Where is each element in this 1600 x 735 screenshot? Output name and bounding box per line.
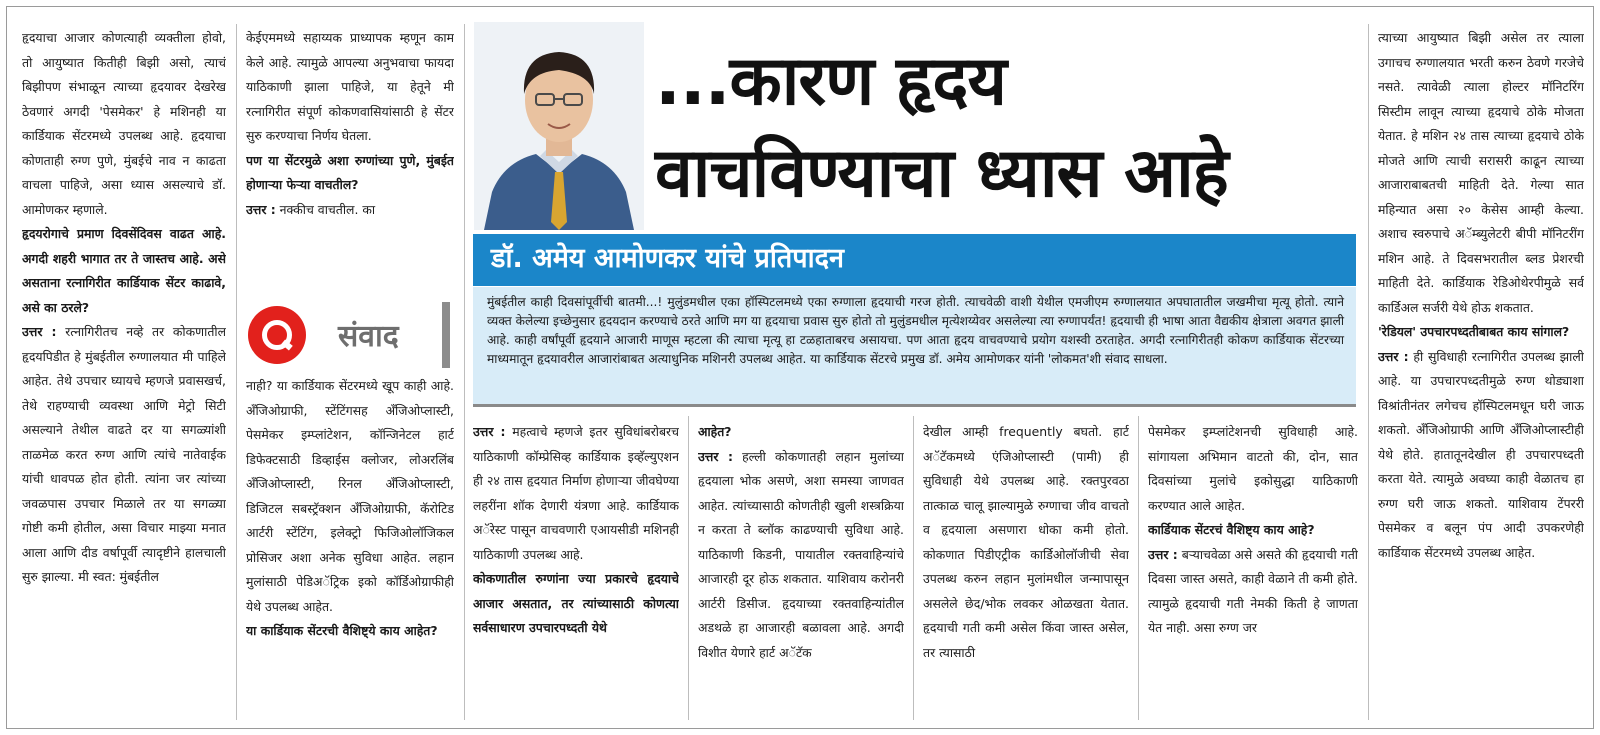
answer-text: रत्नागिरीतच नव्हे तर कोकणातील हृदयपिडीत हे मुंबईतील रुग्णालयात मी पाहिले आहेत. तेथे उपचार घ्यायचे म्हणजे प्रवासखर्च, तेथे राहण्याची व्यवस्था आणि मेट्रो सिटी असल्याने तेथील वाढते दर या सगळ्यांशी ताळमेळ करत रुग्ण आणि त्यांचे नातेवाईक यांची धावपळ होत होती. त्यांना जर त्यांच्या जवळपास उपचार मिळाले तर या सगळ्या गोष्टी कमी होतील, असा विचार माझ्या मनात आला आणि दीड वर्षापूर्वी त्यादृष्टीने हालचाली सुरु झाल्या. मी स्वत: मुंबईतील [22, 324, 226, 584]
answer-label: उत्तर : [22, 324, 57, 339]
column-divider [1368, 24, 1369, 720]
article-column-6 [1148, 420, 1358, 720]
column-divider [913, 416, 914, 720]
answer-paragraph [473, 420, 679, 567]
answer-paragraph [22, 320, 226, 590]
article-column-3 [473, 420, 679, 720]
answer-label: उत्तर : [698, 448, 733, 464]
samvad-label: संवाद [338, 319, 399, 354]
body-paragraph: त्याच्या आयुष्यात बिझी असेल तर त्याला उगाचच रुग्णालयात भरती करुन ठेवणे गरजेचे नसते. त्यावेळी त्याला होल्टर मॉनिटरिंग सिस्टीम लावून त्याच्या हृदयाचे ठोके मोजता येतात. हे मशिन २४ तास त्याच्या हृदयाचे ठोके मोजते आणि त्याची सरासरी काढून त्याच्या आजाराबाबतची माहिती देते. गेल्या सात महिन्यात असा २० केसेस आम्ही केल्या. अशाच स्वरुपाचे अॅम्ब्युलेटरी बीपी मॉनिटरींग मशिन आहे. ते दिवसभरातील ब्लड प्रेशरची माहिती देते. कार्डियाक रेडिओथेरपीमुळे सर्व कार्डिअल सर्जरी येथे होऊ शकतात. [1378, 30, 1584, 315]
answer-text: ही सुविधाही रत्नागिरीत उपलब्ध झाली आहे. या उपचारपध्दतीमुळे रुग्ण थोड्याशा विश्रांतीनंतर लगेचच हॉस्पिटलमधून घरी जाऊ शकतो. अँजिओग्राफी आणि अँजिओप्लास्टीही येथे होते. हातातूनदेखील ही उपचारपध्दती करता येते. त्यामुळे अवघ्या काही वेळातच हा रुग्ण घरी जाऊ शकतो. याशिवाय टेंपररी पेसमेकर व बलून पंप आदी उपकरणेही कार्डियाक सेंटरमध्ये उपलब्ध आहेत. [1378, 348, 1584, 560]
answer-text: नक्कीच वाचतील. का [275, 201, 376, 217]
question-text: हृदयरोगाचे प्रमाण दिवसेंदिवस वाढत आहे. अगदी शहरी भागात तर ते जास्तच आहे. असे असताना रत्नागिरीत कार्डियाक सेंटर काढावे, असे का ठरले? [22, 226, 226, 315]
doctor-portrait [474, 22, 644, 230]
answer-paragraph [698, 445, 904, 666]
answer-paragraph [1378, 345, 1584, 566]
question-text: आहेत? [698, 424, 732, 439]
intro-box: मुंबईतील काही दिवसांपूर्वीची बातमी...! मुलुंडमधील एका हॉस्पिटलमध्ये एका रुग्णाला हृदयाची गरज होती. त्याचवेळी वाशी येथील एमजीएम रुग्णालयात अपघातातील जखमीचा मृत्यू होतो. त्याने व्यक्त केलेल्या इच्छेनुसार हृदयदान करण्याचे ठरते आणि मग या हृदयाचा प्रवास सुरु होतो तो मुलुंडमधील मृत्येशय्येवर असलेल्या त्या रुग्णापर्यंत! हृदयाची ही भाषा आता वैद्यकीय क्षेत्राला अवगत झाली आहे. काही वर्षांपूर्वी हृदयाने आजारी माणूस म्हटला की त्याचा मृत्यू हा टळहाताबरच असायचा. पण आता हृदय वाचवण्याचे प्रयोग यशस्वी ठरताहेत. अगदी रत्नागिरीतही कोकण कार्डियाक सेंटरच्या माध्यमातून हृदयावरील आजारांबाबत अत्याधुनिक मशिनरी उपलब्ध आहेत. या कार्डियाक सेंटरचे प्रमुख डॉ. अमेय आमोणकर यांनी 'लोकमत'शी संवाद साधला. [473, 287, 1356, 407]
answer-text: महत्वाचे म्हणजे इतर सुविधांबरोबरच याठिकाणी कॉम्प्रेसिव्ह कार्डियाक इव्हॅल्युएशन ही २४ तास हृदयात निर्माण होणाऱ्या जीवघेण्या लहरींना शॉक देणारी यंत्रणा आहे. कार्डियाक अॅरेस्ट पासून वाचवणारी एआयसीडी मशिनही याठिकाणी उपलब्ध आहे. [473, 424, 679, 562]
body-paragraph: हृदयाचा आजार कोणत्याही व्यक्तीला होवो, तो आयुष्यात कितीही बिझी असो, त्याचं बिझीपण संभाळून त्याच्या हृदयावर देखरेख ठेवणारं अगदी 'पेसमेकर' हे मशिनही या कार्डियाक सेंटरमध्ये उपलब्ध आहे. हृदयाचा कोणताही रुग्ण पुणे, मुंबईचे नाव न काढता वाचला पाहिजे, असा ध्यास असल्याचे डॉ. आमोणकर म्हणाले. [22, 30, 226, 217]
question-text: या कार्डियाक सेंटरची वैशिष्ट्ये काय आहेत? [246, 623, 438, 638]
samvad-badge [246, 302, 454, 372]
question-text: 'रेडियल' उपचारपध्दतीबाबत काय सांगाल? [1378, 324, 1570, 339]
body-paragraph: देखील आम्ही frequently बघतो. हार्ट अॅटॅकमध्ये एंजिओप्लास्टी (पामी) ही सुविधाही येथे उपलब्ध आहे. रक्तपुरवठा तात्काळ चालू झाल्यामुळे रुग्णाचा जीव वाचतो व हृदयाला असणारा धोका कमी होतो. कोकणात पिडीएट्रीक कार्डिओलॉजीची सेवा उपलब्ध करुन लहान मुलांमधील जन्मापासून असलेले छेद/भोक लवकर ओळखता येतात. हृदयाची गती कमी असेल किंवा जास्त असेल, तर त्यासाठी [923, 424, 1129, 660]
answer-text: हल्ली कोकणातही लहान मुलांच्या हृदयाला भोक असणे, अशा समस्या जाणवत आहेत. त्यांच्यासाठी कोणतीही खुली शस्त्रक्रिया न करता ते ब्लॉक काढण्याची सुविधा आहे. याठिकाणी किडनी, पायातील रक्तवाहिन्यांचे आजारही दूर होऊ शकतात. याशिवाय करोनरी आर्टरी डिसीज. हृदयाच्या रक्तवाहिन्यांतील अडथळे हा आजारही बळावला आहे. अगदी विशीत येणारे हार्ट अॅटॅक [698, 448, 904, 660]
column-divider [236, 24, 237, 720]
answer-label: उत्तर : [246, 201, 276, 217]
answer-paragraph [246, 198, 454, 223]
headline-line-2: वाचविण्याचा ध्यास आहे [655, 134, 1228, 213]
question-text: कोकणातील रुग्णांना ज्या प्रकारचे हृदयाचे आजार असतात, तर त्यांच्यासाठी कोणत्या सर्वसाधारण उपचारपध्दती येथे [473, 571, 679, 635]
article-column-1 [22, 26, 226, 718]
portrait-illustration [474, 22, 644, 230]
question-text: कार्डियाक सेंटरचं वैशिष्ट्य काय आहे? [1148, 522, 1315, 537]
body-paragraph: केईएममध्ये सहाय्यक प्राध्यापक म्हणून काम केले आहे. त्यामुळे आपल्या अनुभवाचा फायदा याठिकाणी झाला पाहिजे, या हेतूने मी रत्नागिरीत संपूर्ण कोकणवासियांसाठी हे सेंटर सुरु करण्याचा निर्णय घेतला. [246, 30, 454, 143]
body-paragraph: पेसमेकर इम्प्लांटेशनची सुविधाही आहे. सांगायला अभिमान वाटतो की, दोन, सात दिवसांच्या मुलांचे इकोसुद्धा याठिकाणी करण्यात आले आहेत. [1148, 424, 1358, 513]
question-text: पण या सेंटरमुळे अशा रुग्णांच्या पुणे, मुंबईत होणाऱ्या फेऱ्या वाचतील? [246, 152, 454, 192]
speech-bubble-logo-icon [248, 306, 306, 364]
subheadline: डॉ. अमेय आमोणकर यांचे प्रतिपादन [491, 243, 844, 274]
article-column-4 [698, 420, 904, 720]
answer-label: उत्तर : [473, 424, 506, 439]
article-column-2-bottom [246, 374, 454, 720]
article-column-7 [1378, 26, 1584, 718]
answer-paragraph [1148, 543, 1358, 641]
badge-divider [442, 302, 450, 368]
body-paragraph: नाही? या कार्डियाक सेंटरमध्ये खूप काही आहे. अँजिओग्राफी, स्टेंटिंगसह अँजिओप्लास्टी, पेसमेकर इम्प्लांटेशन, कॉन्जिनेटल हार्ट डिफेक्टसाठी डिव्हाईस क्लोजर, लोअरलिंब अँजिओप्लास्टी, रिनल अँजिओप्लास्टी, डिजिटल सबस्ट्रॅक्शन अँजिओग्राफी, कॅरोटिड आर्टरी स्टेंटिंग, इलेक्ट्रो फिजिओलॉजिकल प्रोसिजर अशा अनेक सुविधा आहेत. लहान मुलांसाठी पेडिअॅट्रिक इको कॉर्डिओग्राफीही येथे उपलब्ध आहेत. [246, 378, 454, 614]
headline-line-1: ...कारण हृदय [655, 42, 1006, 121]
column-divider [464, 24, 465, 720]
column-divider [688, 416, 689, 720]
answer-label: उत्तर : [1378, 348, 1409, 364]
article-column-2-top [246, 26, 454, 296]
column-divider [1138, 416, 1139, 720]
answer-label: उत्तर : [1148, 546, 1178, 562]
answer-text: बऱ्याचवेळा असे असते की हृदयाची गती दिवसा जास्त असते, काही वेळाने ती कमी होते. त्यामुळे हृदयाची गती नेमकी किती हे जाणता येत नाही. असा रुग्ण जर [1148, 546, 1358, 635]
subheadline-bar [473, 234, 1356, 286]
article-column-5 [923, 420, 1129, 720]
